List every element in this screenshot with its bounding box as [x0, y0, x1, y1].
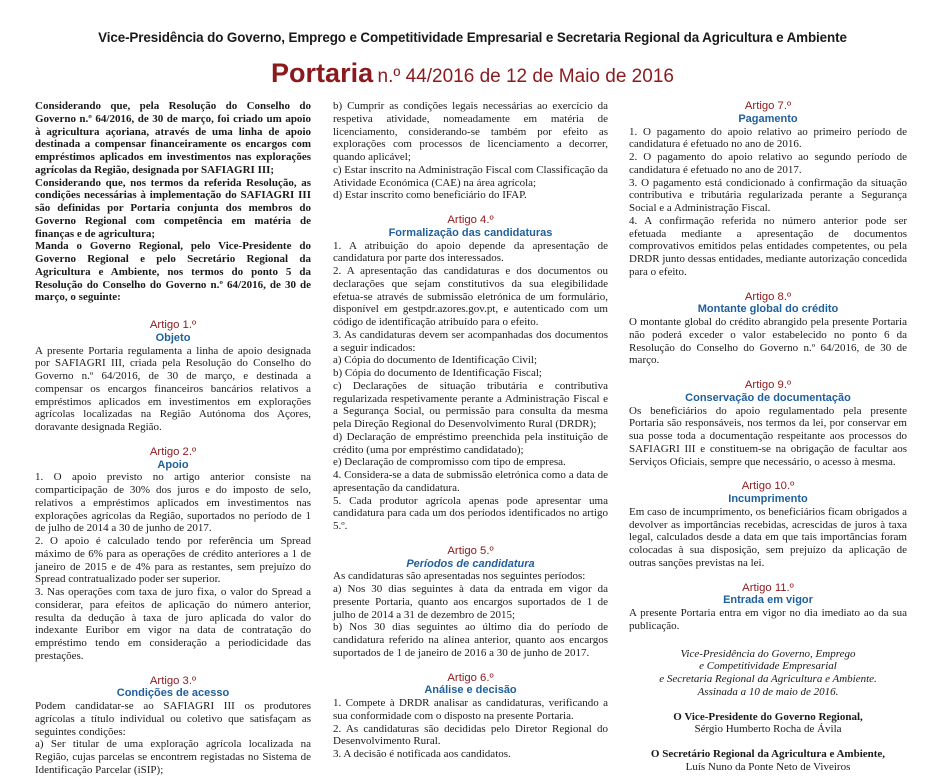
article-subtitle: Análise e decisão	[424, 684, 517, 697]
article-paragraph: Em caso de incumprimento, os beneficiários ficam obrigados a devolver as importâncias recebidas, acrescidas de juros à taxa legal, calculados desde a data em que tais importâncias foram colocadas à sua disposição, sem prejuízo da aplicação de outras sanções previstas na lei.	[629, 505, 907, 569]
article-paragraph: d) Declaração de empréstimo preenchida pela instituição de crédito (uma por empréstimo candidatado);	[333, 430, 608, 456]
article-paragraph: e) Declaração de compromisso com tipo de empresa.	[333, 456, 566, 469]
article-paragraph: c) Declarações de situação tributária e contributiva regularizada respetivamente perante a Administração Fiscal e a Segurança Social, ou permissão para consulta da mesma pela Direção Regional do Desenvolvimento Rural (DRDR);	[333, 379, 608, 430]
article-paragraph: 2. O pagamento do apoio relativo ao segundo período de candidatura é efetuado no ano de 2017.	[629, 151, 907, 176]
article-paragraph: 2. O apoio é calculado tendo por referência um Spread máximo de 6% para as operações de crédito anteriores a 1 de janeiro de 2015 e de 4% para as restantes, sem prejuízo do Spread contratualizado poder ser superior.	[35, 535, 311, 586]
signature-date: Assinada a 10 de maio de 2016.	[697, 685, 839, 698]
issuing-authority: Vice-Presidência do Governo, Emprego e Competitividade Empresarial e Secretaria Regional da Agricultura e Ambiente	[98, 30, 847, 45]
article-heading: Artigo 7.º	[744, 100, 792, 112]
article-paragraph: O montante global do crédito abrangido pela presente Portaria não poderá exceder o valor estabelecido no ponto 6 da Resolução do Conselho do Governo n.º 64/2016, de 30 de março.	[629, 316, 907, 367]
column-2	[333, 100, 608, 761]
article-paragraph: 2. A apresentação das candidaturas e dos documentos ou declarações que sejam constitutivos da sua elegibilidade efetua-se através de submissão eletrónica de um formulário, disponível em gestpdr.azores.gov.pt, e autenticado com um código de identificação atribuído para o efeito.	[333, 265, 608, 328]
article-paragraph: 3. A decisão é notificada aos candidatos.	[333, 748, 511, 760]
article-heading: Artigo 9.º	[744, 379, 792, 391]
article-heading: Artigo 5.º	[447, 544, 494, 557]
article-paragraph: Os beneficiários do apoio regulamentado pela presente Portaria são responsáveis, nos termos da lei, por conservar em sua posse toda a documentação respeitante aos processos do SAFIAGRI III e constituem-se na obrigação de facultar aos Serviços Oficiais, sempre que necessário, o acesso à mesma.	[629, 404, 907, 468]
article-paragraph: A presente Portaria regulamenta a linha de apoio designada por SAFIAGRI III, criada pela Resolução do Conselho do Governo n.º 64/2016, de 30 de março, e destinada a compensar os encargos financeiros bancários relativos a empréstimos aplicados em investimentos em explorações agrícolas localizadas na Região Autónoma dos Açores, doravante designada Região.	[35, 344, 311, 433]
article-heading: Artigo 3.º	[149, 674, 197, 687]
preamble-paragraph: Manda o Governo Regional, pelo Vice-Presidente do Governo Regional e pelo Secretário Regional da Agricultura e Ambiente, nos termos do ponto 5 da Resolução do Conselho do Governo n.º 64/2016, de 30 de março, o seguinte:	[35, 240, 311, 304]
article-paragraph: 1. O apoio previsto no artigo anterior consiste na comparticipação de 30% dos juros e do imposto de selo, relativos a empréstimos aplicados em investimentos nas explorações agrícolas da Região, suportados no período de 1 de julho de 2014 a 30 de junho de 2017.	[35, 471, 311, 535]
article-subtitle: Incumprimento	[728, 493, 808, 505]
article-subtitle: Formalização das candidaturas	[388, 226, 553, 239]
article-heading: Artigo 1.º	[149, 319, 197, 331]
article-paragraph: 4. Considera-se a data de submissão eletrónica como a data de apresentação da candidatura.	[333, 469, 608, 494]
article-heading: Artigo 6.º	[447, 671, 494, 684]
article-subtitle: Entrada em vigor	[723, 594, 813, 607]
article-paragraph: Podem candidatar-se ao SAFIAGRI III os produtores agrícolas a título individual ou coletivo que satisfaçam as seguintes condições:	[35, 700, 311, 738]
preamble-paragraph: Considerando que, nos termos da referida Resolução, as condições necessárias à implementação do SAFIAGRI III são definidas por Portaria conjunta dos membros do Governo Regional com competência em matéria de finanças e de agricultura;	[35, 176, 311, 240]
article-paragraph: a) Ser titular de uma exploração agrícola localizada na Região, cujas parcelas se encontrem registadas no Sistema de Identificação Parcelar (iSIP);	[35, 738, 311, 776]
article-paragraph: 4. A confirmação referida no número anterior pode ser efetuada mediante a apresentação de documentos comprovativos emitidos pelas entidades competentes, ou pela DRDR junto dessas entidades, mediante autorização concedida para o efeito.	[629, 214, 907, 278]
article-subtitle: Períodos de candidatura	[406, 557, 535, 570]
article-heading: Artigo 2.º	[149, 445, 197, 458]
title-number-date: n.º 44/2016 de 12 de Maio de 2016	[377, 66, 674, 87]
signer-name: Sérgio Humberto Rocha de Ávila	[694, 723, 842, 736]
article-paragraph: As candidaturas são apresentadas nos seguintes períodos:	[333, 570, 586, 583]
article-subtitle: Conservação de documentação	[685, 391, 851, 404]
article-subtitle: Objeto	[155, 331, 191, 344]
article-paragraph: A presente Portaria entra em vigor no dia imediato ao da sua publicação.	[629, 607, 907, 632]
article-paragraph: 1. A atribuição do apoio depende da apresentação de candidatura por parte dos interessados.	[333, 239, 608, 265]
article-paragraph: 5. Cada produtor agrícola apenas pode apresentar uma candidatura para cada um dos períodos identificados no artigo 5.º.	[333, 494, 608, 532]
article-subtitle: Pagamento	[738, 112, 798, 125]
article-paragraph: c) Estar inscrito na Administração Fiscal com Classificação da Atividade Económica (CAE) na área agrícola;	[333, 163, 608, 189]
article-paragraph: b) Nos 30 dias seguintes ao último dia do período de candidatura referido na alínea anterior, quanto aos encargos suportados de 1 de janeiro de 2016 a 30 de junho de 2017.	[333, 621, 608, 659]
article-paragraph: 3. O pagamento está condicionado à confirmação da situação contributiva e tributária regularizada perante a Segurança Social e a Administração Fiscal.	[629, 176, 907, 214]
article-paragraph: 1. O pagamento do apoio relativo ao primeiro período de candidatura é efetuado no ano de 2016.	[629, 125, 907, 151]
column-1	[35, 100, 311, 777]
signature-place-line: e Secretaria Regional da Agricultura e Ambiente.	[659, 673, 877, 685]
article-paragraph: a) Nos 30 dias seguintes à data da entrada em vigor da presente Portaria, quanto aos encargos suportados de 1 de julho de 2014 a 31 de dezembro de 2015;	[333, 583, 608, 621]
article-heading: Artigo 4.º	[447, 214, 494, 226]
article-paragraph: d) Estar inscrito como beneficiário do IFAP.	[333, 189, 527, 202]
article-paragraph: a) Cópia do documento de Identificação Civil;	[333, 354, 538, 367]
article-heading: Artigo 11.º	[742, 581, 794, 594]
signer-name: Luís Nuno da Ponte Neto de Viveiros	[685, 760, 851, 773]
article-paragraph: 3. As candidaturas devem ser acompanhadas dos documentos a seguir indicados:	[333, 328, 608, 354]
article-paragraph: 2. As candidaturas são decididas pelo Diretor Regional do Desenvolvimento Rural.	[333, 722, 608, 748]
article-paragraph: 1. Compete à DRDR analisar as candidaturas, verificando a sua conformidade com o disposto na presente Portaria.	[333, 697, 608, 722]
article-subtitle: Apoio	[157, 458, 189, 471]
article-paragraph: b) Cópia do documento de Identificação Fiscal;	[333, 367, 542, 379]
column-3	[629, 100, 907, 774]
article-paragraph: b) Cumprir as condições legais necessárias ao exercício da respetiva atividade, nomeadamente em matéria de licenciamento, considerando-se também por efeito as explorações com processos de licenciamento a decorrer, quando aplicável;	[333, 100, 608, 163]
signer-role: O Vice-Presidente do Governo Regional,	[673, 710, 863, 723]
article-heading: Artigo 8.º	[744, 290, 792, 303]
page-title	[0, 58, 945, 93]
article-paragraph: 3. Nas operações com taxa de juro fixa, o valor do Spread a considerar, para efeitos de aplicação do número anterior, resulta da dedução à taxa de juro aplicada do valor do indexante Euribor em vigor na data de contratação do empréstimo tendo em consideração a periodicidade das prestações.	[35, 586, 311, 662]
signer-role: O Secretário Regional da Agricultura e Ambiente,	[650, 748, 886, 760]
preamble-paragraph: Considerando que, pela Resolução do Conselho do Governo n.º 64/2016, de 30 de março, foi criado um apoio à agricultura açoriana, através de uma linha de apoio destinada a compensar financeiramente os encargos com empréstimos aplicados em investimentos nas explorações agrícolas da Região, designada por SAFIAGRI III;	[35, 100, 311, 176]
article-subtitle: Montante global do crédito	[697, 303, 839, 316]
signature-place-line: Vice-Presidência do Governo, Emprego	[680, 647, 856, 660]
signature-place-line: e Competitividade Empresarial	[699, 660, 837, 673]
article-subtitle: Condições de acesso	[116, 687, 230, 700]
article-heading: Artigo 10.º	[741, 480, 795, 493]
title-word: Portaria	[271, 58, 374, 88]
